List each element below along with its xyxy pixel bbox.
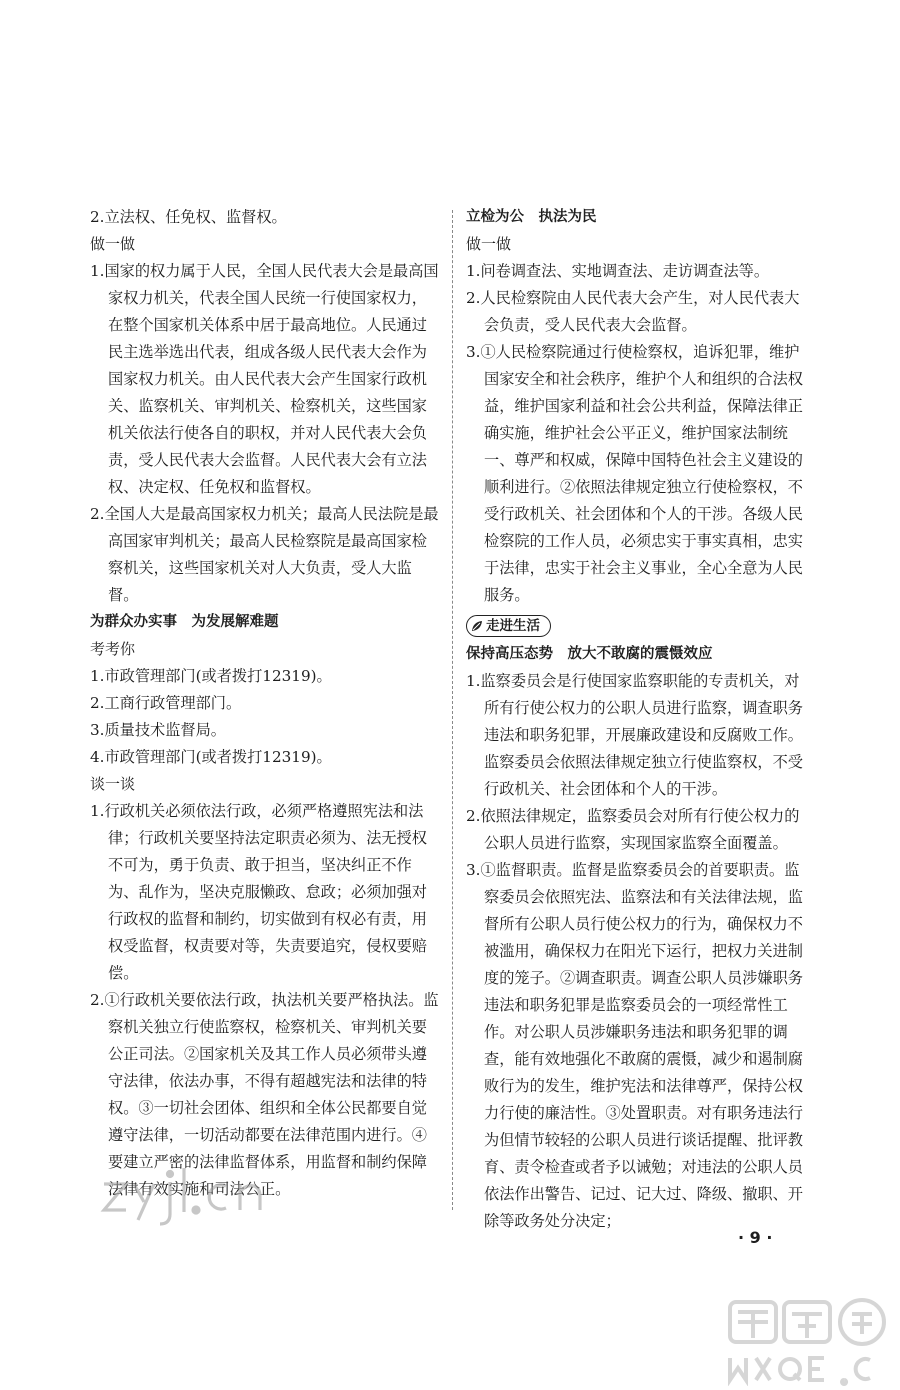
badge-pill [466,615,551,637]
answer-paragraph: 1.问卷调查法、实地调查法、走访调查法等。 [466,262,770,280]
subheading: 做一做 [90,235,136,253]
section-heading: 为群众办实事 为发展解难题 [90,614,279,630]
watermark-mxqe-graphic [730,1300,884,1384]
left-column [90,204,442,1203]
answer-paragraph: 1.市政管理部门(或者拨打12319)。 [90,667,332,685]
answer-paragraph: 3.质量技术监督局。 [90,721,226,739]
watermark-logo [98,1162,278,1232]
subheading: 做一做 [466,235,512,253]
answer-paragraph: 2.工商行政管理部门。 [90,694,242,712]
watermark-answer-circle [724,1296,894,1386]
answer-paragraph: 2.人民检察院由人民代表大会产生，对人民代表大会负责，受人民代表大会监督。 [466,289,800,334]
answer-paragraph: 1.行政机关必须依法行政，必须严格遵照宪法和法律；行政机关要坚持法定职责必须为、法无授权不可为，勇于负责、敢于担当，坚决纠正不作为、乱作为，坚决克服懒政、怠政；必须加强对行政权的监督和制约，切实做到有权必有责，用权受监督，权责要对等，失责要追究，侵权要赔偿。 [90,802,427,982]
leaf-icon [471,620,483,632]
answer-paragraph: 2.①行政机关要依法行政，执法机关要严格执法。监察机关独立行使监察权，检察机关、审判机关要公正司法。②国家机关及其工作人员必须带头遵守法律，依法办事，不得有超越宪法和法律的特权。③一切社会团体、组织和全体公民都要自觉遵守法律，一切活动都要在法律范围内进行。④要建立严密的法律监督体系，用监督和制约保障法律有效实施和司法公正。 [90,991,439,1198]
subheading: 谈一谈 [90,775,136,793]
answer-paragraph: 2.依照法律规定，监察委员会对所有行使公权力的公职人员进行监察，实现国家监察全面覆盖。 [466,807,800,852]
answer-paragraph: 1.国家的权力属于人民，全国人民代表大会是最高国家权力机关，代表全国人民统一行使国家权力，在整个国家机关体系中居于最高地位。人民通过民主选举选出代表，组成各级人民代表大会作为国家权力机关。由人民代表大会产生国家行政机关、监察机关、审判机关、检察机关，这些国家机关依法行使各自的职权，并对人民代表大会负责，受人民代表大会监督。人民代表大会有立法权、决定权、任免权和监督权。 [90,262,439,496]
answer-paragraph: 3.①监督职责。监督是监察委员会的首要职责。监察委员会依照宪法、监察法和有关法律法规，监督所有公职人员行使公权力的行为，确保权力不被滥用，确保权力在阳光下运行，把权力关进制度的笼子。②调查职责。调查公职人员涉嫌职务违法和职务犯罪是监察委员会的一项经常性工作。对公职人员涉嫌职务违法和职务犯罪的调查，能有效地强化不敢腐的震慑，减少和遏制腐败行为的发生，维护宪法和法律尊严，保持公权力行使的廉洁性。③处置职责。对有职务违法行为但情节较轻的公职人员进行谈话提醒、批评教育、责令检查或者予以诫勉；对违法的公职人员依法作出警告、记过、记大过、降级、撤职、开除等政务处分决定； [466,861,803,1230]
watermark-zyjl-graphic [104,1168,260,1224]
column-divider [452,210,453,1210]
answer-paragraph: 2.全国人大是最高国家权力机关；最高人民法院是最高国家审判机关；最高人民检察院是最高国家检察机关，这些国家机关对人大负责，受人大监督。 [90,505,439,604]
right-column [466,204,812,1235]
section-badge [466,611,812,641]
answer-paragraph: 3.①人民检察院通过行使检察权，追诉犯罪，维护国家安全和社会秩序，维护个人和组织的合法权益，维护国家利益和社会公共利益，保障法律正确实施，维护社会公平正义，维护国家法制统一、尊严和权威，保障中国特色社会主义建设的顺利进行。②依照法律规定独立行使检察权，不受行政机关、社会团体和个人的干涉。各级人民检察院的工作人员，必须忠实于事实真相，忠实于法律，忠实于社会主义事业，全心全意为人民服务。 [466,343,803,604]
badge-label: 走进生活 [486,618,540,634]
answer-paragraph: 2.立法权、任免权、监督权。 [90,208,287,226]
section-heading: 立检为公 执法为民 [466,209,597,225]
section-heading: 保持高压态势 放大不敢腐的震慑效应 [466,646,713,662]
page-number: · 9 · [738,1228,773,1247]
subheading: 考考你 [90,640,136,658]
answer-paragraph: 4.市政管理部门(或者拨打12319)。 [90,748,332,766]
answer-paragraph: 1.监察委员会是行使国家监察职能的专责机关，对所有行使公权力的公职人员进行监察，调查职务违法和职务犯罪，开展廉政建设和反腐败工作。监察委员会依照法律规定独立行使监察权，不受行政机关、社会团体和个人的干涉。 [466,672,803,798]
